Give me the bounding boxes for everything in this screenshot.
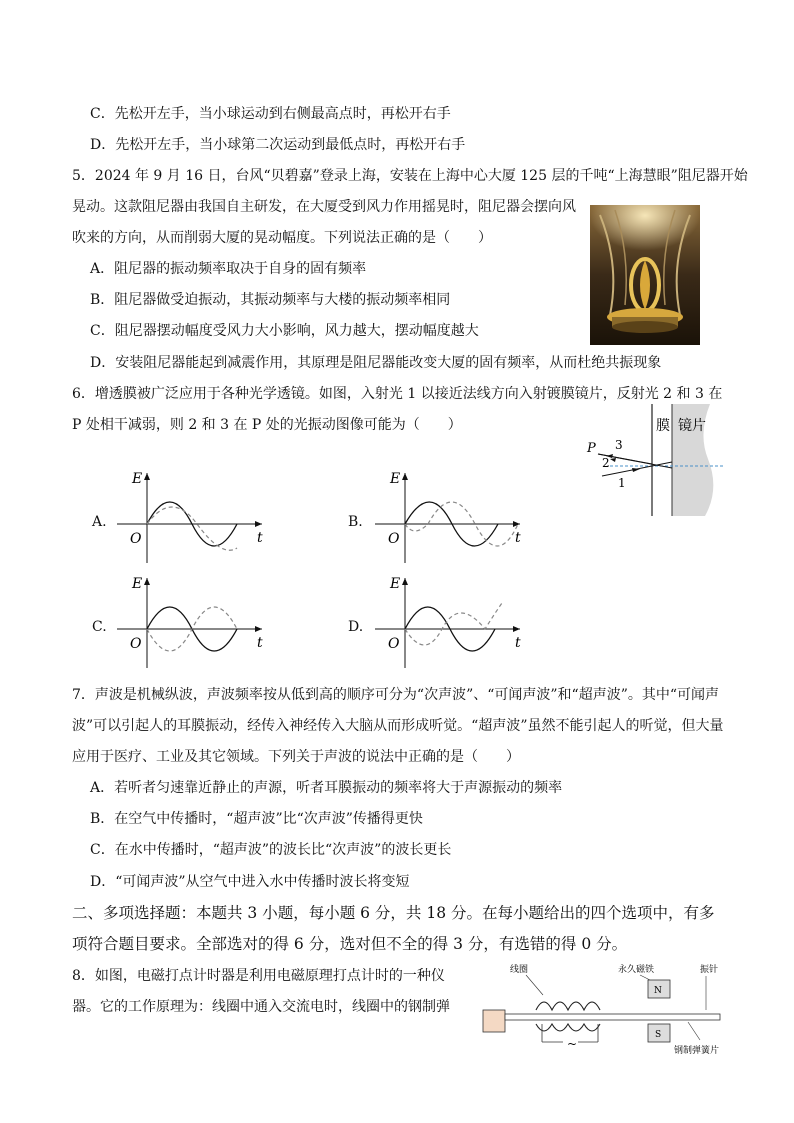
svg-text:t: t	[257, 530, 263, 546]
svg-text:O: O	[130, 636, 142, 652]
graph-b	[370, 468, 530, 572]
film-label: 膜	[656, 418, 670, 434]
graph-c	[112, 573, 272, 677]
section-2-heading: 二、多项选择题：本题共 3 小题，每小题 6 分，共 18 分。在每小题给出的四个选项中，有多	[72, 904, 715, 922]
ray-1-label: 1	[618, 476, 626, 490]
svg-text:t: t	[515, 635, 521, 651]
svg-text:E: E	[132, 576, 143, 592]
question-5-option-b: B．阻尼器做受迫振动，其振动频率与大楼的振动频率相同	[90, 292, 451, 308]
question-5-option-a: A．阻尼器的振动频率取决于自身的固有频率	[90, 261, 367, 277]
ray-3-label: 3	[615, 438, 623, 452]
graph-a	[112, 468, 272, 572]
option-d-label: D.	[348, 619, 364, 635]
question-5-option-d: D．安装阻尼器能起到减震作用，其原理是阻尼器能改变大厦的固有频率，从而杜绝共振现象	[90, 355, 662, 371]
svg-text:O: O	[388, 531, 400, 547]
svg-text:O: O	[388, 636, 400, 652]
question-6-stem-2: P 处相干减弱，则 2 和 3 在 P 处的光振动图像可能为（ ）	[72, 417, 462, 433]
svg-text:E: E	[390, 471, 401, 487]
svg-text:E: E	[132, 471, 143, 487]
question-7-stem-3: 应用于医疗、工业及其它领域。下列关于声波的说法中正确的是（ ）	[72, 749, 520, 765]
section-2-heading-2: 项符合题目要求。全部选对的得 6 分，选对但不全的得 3 分，有选错的得 0 分。	[72, 935, 628, 953]
option-5d-prev: D．先松开左手，当小球第二次运动到最低点时，再松开右手	[90, 137, 466, 153]
ray-2-label: 2	[602, 456, 610, 470]
lens-label: 镜片	[678, 418, 706, 434]
question-7-option-d: D．“可闻声波”从空气中进入水中传播时波长将变短	[90, 874, 410, 890]
question-6-stem: 6．增透膜被广泛应用于各种光学透镜。如图，入射光 1 以接近法线方向入射镀膜镜片，反射光 2 和 3 在	[72, 386, 723, 402]
needle-label: 振针	[700, 965, 719, 975]
coil-label: 线圈	[510, 965, 529, 975]
spring-label: 钢制弹簧片	[674, 1046, 720, 1056]
graph-d	[370, 573, 530, 677]
point-p-label: P	[587, 441, 596, 456]
svg-text:E: E	[390, 576, 401, 592]
svg-text:O: O	[130, 531, 142, 547]
question-7-option-c: C．在水中传播时，“超声波”的波长比“次声波”的波长更长	[90, 842, 452, 858]
option-a-label: A.	[92, 514, 107, 530]
option-5c-prev: C．先松开左手，当小球运动到右侧最高点时，再松开右手	[90, 106, 451, 122]
question-5-stem: 5．2024 年 9 月 16 日，台风“贝碧嘉”登录上海，安装在上海中心大厦 125 层的千吨“上海慧眼”阻尼器开始	[72, 168, 748, 184]
magnet-north: N	[654, 986, 662, 996]
question-8-stem: 8．如图，电磁打点计时器是利用电磁原理打点计时的一种仪	[72, 968, 445, 984]
svg-text:t: t	[515, 530, 521, 546]
question-7-option-a: A．若听者匀速靠近静止的声源，听者耳膜振动的频率将大于声源振动的频率	[90, 780, 563, 796]
question-5-stem-3: 吹来的方向，从而削弱大厦的晃动幅度。下列说法正确的是（ ）	[72, 230, 492, 246]
question-8-stem-2: 器。它的工作原理为：线圈中通入交流电时，线圈中的钢制弹	[72, 999, 450, 1015]
ac-source-symbol: ~	[567, 1037, 578, 1051]
timer-figure	[478, 960, 730, 1064]
option-c-label: C.	[92, 619, 107, 635]
question-7-option-b: B．在空气中传播时，“超声波”比“次声波”传播得更快	[90, 811, 423, 827]
question-5-stem-2: 晃动。这款阻尼器由我国自主研发，在大厦受到风力作用摇晃时，阻尼器会摆向风	[72, 199, 576, 215]
question-7-stem-2: 波”可以引起人的耳膜振动，经传入神经传入大脑从而形成听觉。“超声波”虽然不能引起人的听觉，但大量	[72, 718, 724, 734]
magnet-south: S	[655, 1030, 662, 1040]
svg-text:t: t	[257, 635, 263, 651]
option-b-label: B.	[348, 514, 363, 530]
magnet-label: 永久磁铁	[618, 965, 655, 975]
question-7-stem: 7．声波是机械纵波，声波频率按从低到高的顺序可分为“次声波”、“可闻声波”和“超声波”。其中“可闻声	[72, 687, 720, 703]
damper-photo	[590, 205, 700, 345]
film-lens-figure	[580, 404, 730, 520]
question-5-option-c: C．阻尼器摆动幅度受风力大小影响，风力越大，摆动幅度越大	[90, 323, 479, 339]
